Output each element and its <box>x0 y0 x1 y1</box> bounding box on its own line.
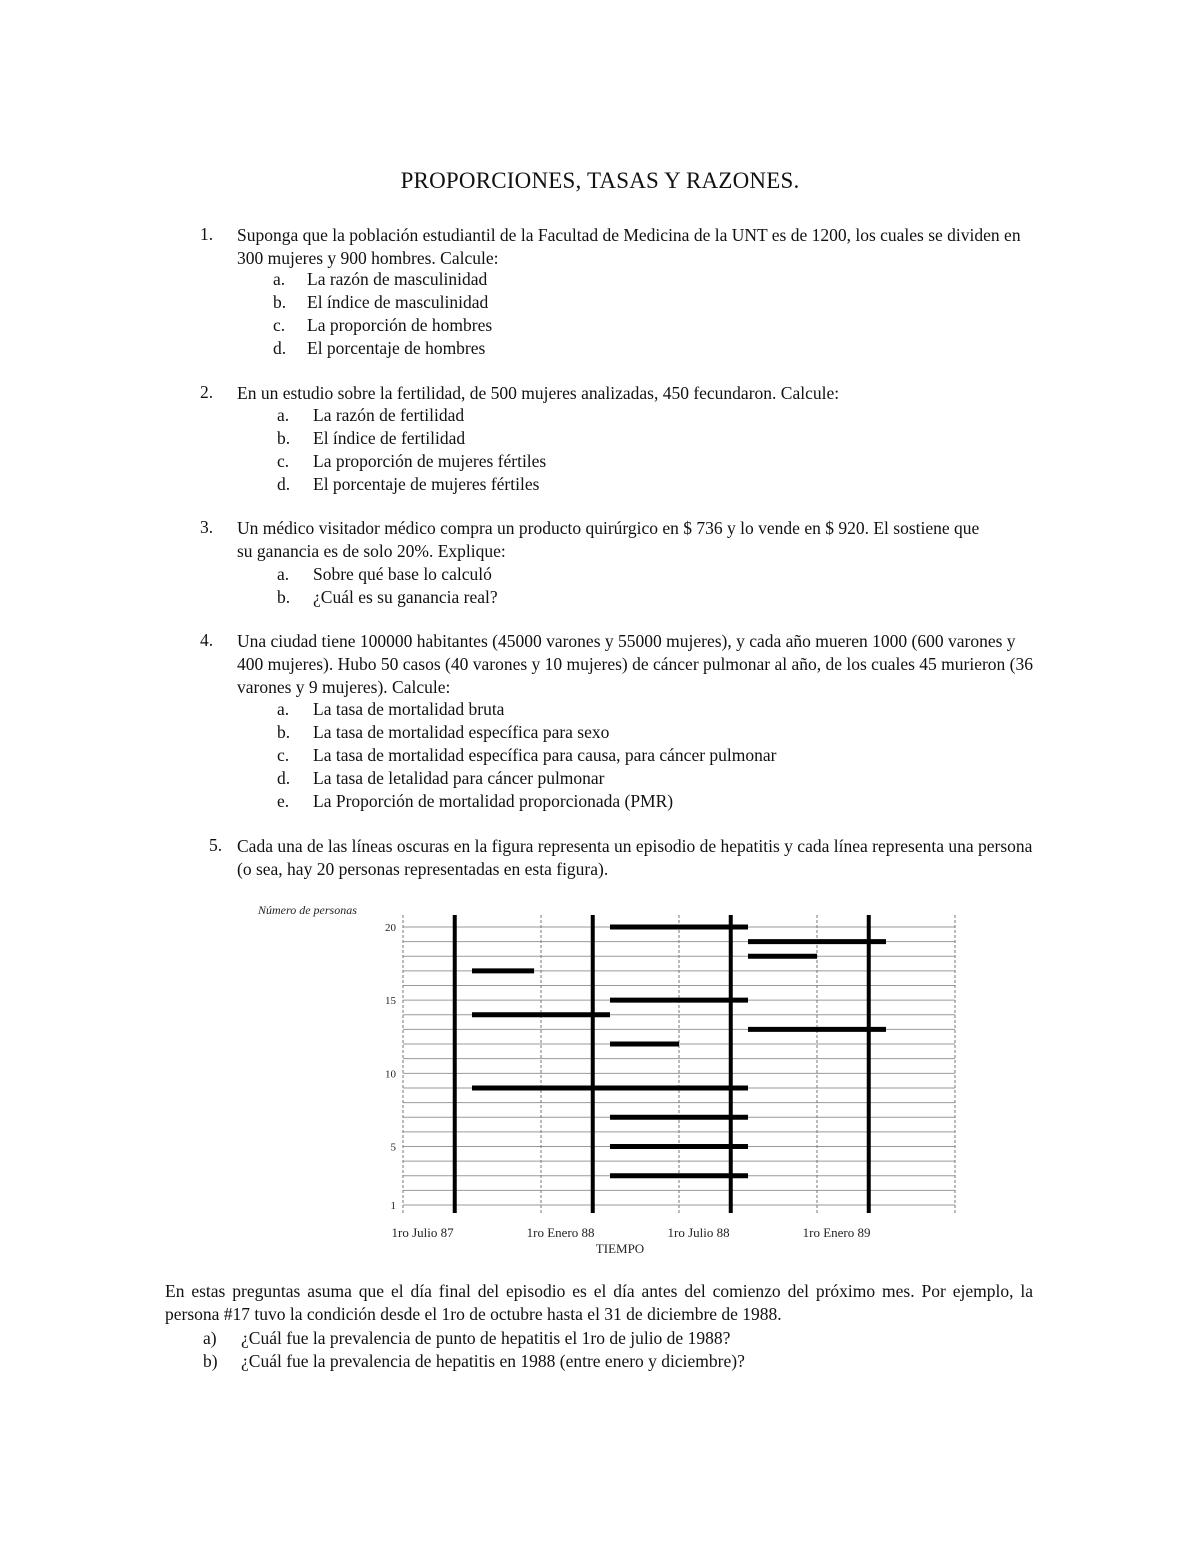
item-text: La razón de fertilidad <box>313 405 465 425</box>
item-text: El porcentaje de hombres <box>307 338 486 358</box>
x-tick-label: 1ro Julio 88 <box>667 1225 730 1240</box>
item-letter: d. <box>277 768 291 788</box>
item-letter: e. <box>277 791 290 811</box>
item-text: ¿Cuál fue la prevalencia de hepatitis en 1988 (entre enero y diciembre)? <box>241 1351 745 1371</box>
list-item <box>277 586 498 609</box>
list-item <box>273 337 485 360</box>
question-4-text: Una ciudad tiene 100000 habitantes (45000 varones y 55000 mujeres), y cada año mueren 1000 (600 varones y 400 mujeres). Hubo 50 casos (40 varones y 10 mujeres) de cáncer pulmonar al año, de los cuales 45 murieron (36 varones y 9 mujeres). Calcule: <box>237 631 1034 697</box>
item-text: ¿Cuál es su ganancia real? <box>313 587 498 607</box>
x-tick-label: 1ro Enero 88 <box>526 1225 595 1240</box>
list-item <box>277 790 673 813</box>
item-letter: b. <box>277 428 291 448</box>
list-item <box>273 268 487 291</box>
x-tick-label: 1ro Enero 89 <box>802 1225 871 1240</box>
document-title: PROPORCIONES, TASAS Y RAZONES. <box>400 168 800 193</box>
item-text: El índice de masculinidad <box>307 292 489 312</box>
item-letter: c. <box>273 315 286 335</box>
item-text: ¿Cuál fue la prevalencia de punto de hepatitis el 1ro de julio de 1988? <box>241 1328 731 1348</box>
y-tick-label: 5 <box>390 1141 396 1154</box>
item-text: La tasa de mortalidad específica para sexo <box>313 722 610 742</box>
y-tick-label: 20 <box>385 922 396 934</box>
question-5-number: 5. <box>209 835 223 855</box>
item-text: La razón de masculinidad <box>307 269 488 289</box>
final-paragraph: En estas preguntas asuma que el día final del episodio es el día antes del comienzo del próximo mes. Por ejemplo, la persona #17 tuvo la condición desde el 1ro de octubre hasta el 31 de diciembre de 1988. <box>165 1281 1033 1324</box>
list-item <box>277 427 465 450</box>
list-item <box>277 744 777 767</box>
item-letter: b. <box>277 722 291 742</box>
list-item <box>277 698 504 721</box>
item-text: La tasa de letalidad para cáncer pulmonar <box>313 768 605 788</box>
item-letter: c. <box>277 745 290 765</box>
hepatitis-episodes-chart <box>240 895 960 1260</box>
x-axis-ticks <box>391 1225 870 1240</box>
item-text: Sobre qué base lo calculó <box>313 564 492 584</box>
list-item <box>277 473 539 496</box>
item-letter: a) <box>203 1328 217 1348</box>
list-item <box>203 1350 745 1373</box>
list-item <box>277 563 492 586</box>
item-letter: d. <box>273 338 287 358</box>
item-text: La proporción de hombres <box>307 315 493 335</box>
list-item <box>203 1327 730 1350</box>
question-2-text: En un estudio sobre la fertilidad, de 500 mujeres analizadas, 450 fecundaron. Calcule: <box>237 383 840 403</box>
list-item <box>273 314 492 337</box>
item-text: La Proporción de mortalidad proporcionada (PMR) <box>313 791 674 811</box>
item-letter: a. <box>277 405 290 425</box>
question-1-number: 1. <box>200 224 214 244</box>
item-text: La tasa de mortalidad específica para causa, para cáncer pulmonar <box>313 745 777 765</box>
question-1-text: Suponga que la población estudiantil de la Facultad de Medicina de la UNT es de 1200, los cuales se dividen en 300 mujeres y 900 hombres. Calcule: <box>237 225 1021 268</box>
x-axis-label: TIEMPO <box>595 1241 645 1256</box>
y-tick-label: 15 <box>385 995 396 1008</box>
item-letter: a. <box>273 269 286 289</box>
y-tick-label: 1 <box>390 1200 396 1212</box>
list-item <box>277 767 605 790</box>
list-item <box>277 404 464 427</box>
item-text: El índice de fertilidad <box>313 428 466 448</box>
question-3-number: 3. <box>200 517 214 537</box>
y-axis-ticks <box>385 922 397 1212</box>
chart-grid <box>403 915 955 1213</box>
x-tick-label: 1ro Julio 87 <box>391 1225 454 1240</box>
list-item <box>277 721 609 744</box>
item-text: El porcentaje de mujeres fértiles <box>313 474 540 494</box>
item-letter: c. <box>277 451 290 471</box>
y-axis-label: Número de personas <box>258 903 357 917</box>
y-tick-label: 10 <box>385 1068 396 1081</box>
item-letter: b. <box>273 292 287 312</box>
item-text: La proporción de mujeres fértiles <box>313 451 547 471</box>
question-2-number: 2. <box>200 382 214 402</box>
question-4-number: 4. <box>200 630 214 650</box>
item-letter: b. <box>277 587 291 607</box>
item-letter: a. <box>277 699 290 719</box>
list-item <box>273 291 488 314</box>
question-5-text: Cada una de las líneas oscuras en la figura representa un episodio de hepatitis y cada línea representa una persona (o sea, hay 20 personas representadas en esta figura). <box>237 836 1033 879</box>
item-letter: b) <box>203 1351 218 1371</box>
question-3-text: Un médico visitador médico compra un producto quirúrgico en $ 736 y lo vende en $ 920. El sostiene que su ganancia es de solo 20%. Explique: <box>237 518 980 561</box>
item-letter: a. <box>277 564 290 584</box>
list-item <box>277 450 546 473</box>
item-text: La tasa de mortalidad bruta <box>313 699 505 719</box>
item-letter: d. <box>277 474 291 494</box>
